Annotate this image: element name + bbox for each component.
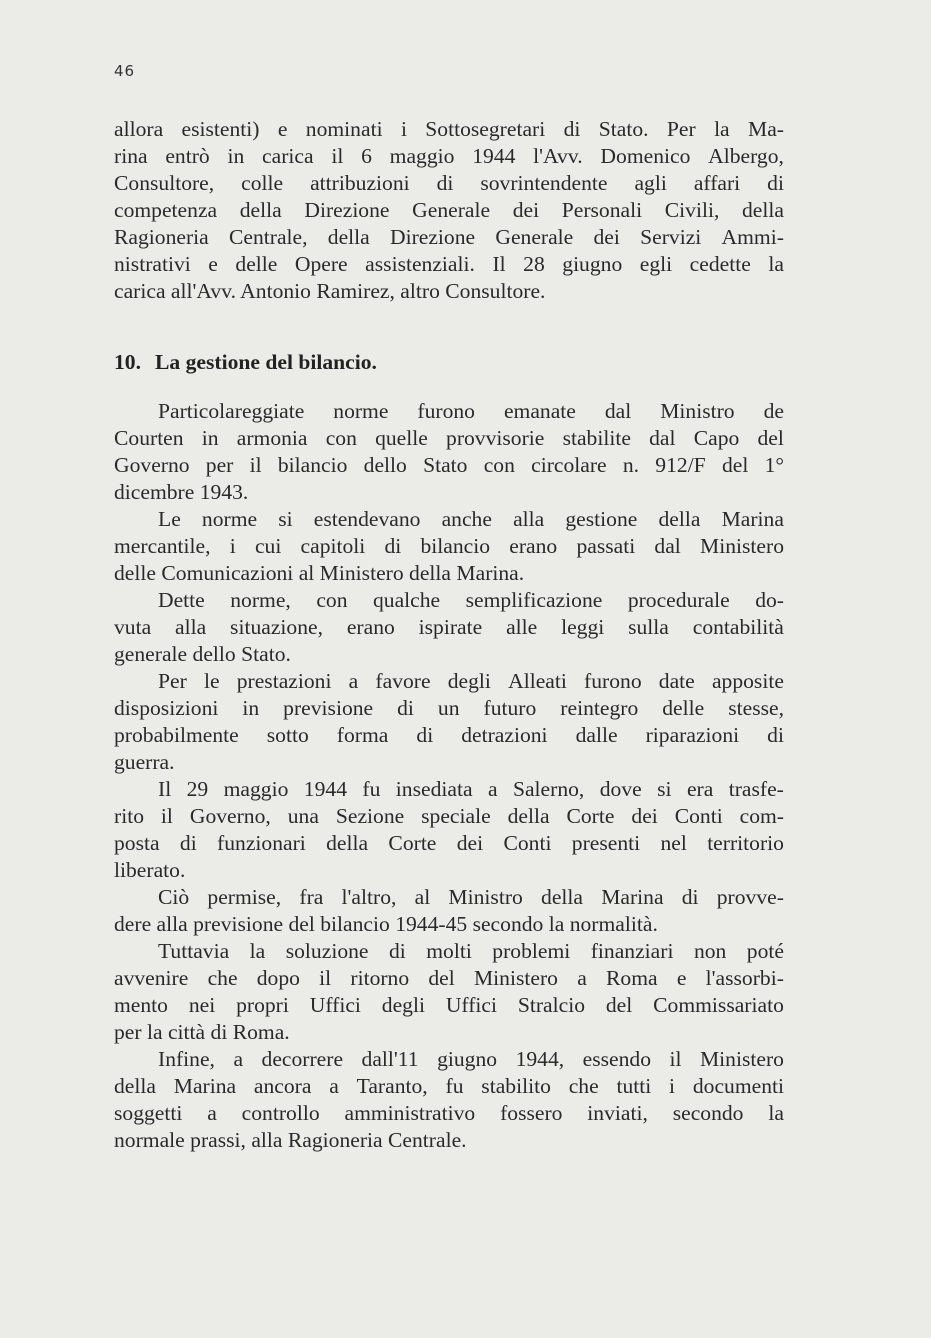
text-line: disposizioni in previsione di un futuro reintegro delle stesse, — [114, 696, 784, 720]
text-line: soggetti a controllo amministrativo fossero inviati, secondo la — [114, 1101, 784, 1125]
text-line: Courten in armonia con quelle provvisorie stabilite dal Capo del — [114, 426, 784, 450]
text-line: guerra. — [114, 750, 175, 774]
text-line: dere alla previsione del bilancio 1944-45 secondo la normalità. — [114, 912, 658, 936]
text-line: allora esistenti) e nominati i Sottosegretari di Stato. Per la Ma- — [114, 117, 784, 141]
text-line: rina entrò in carica il 6 maggio 1944 l'Avv. Domenico Albergo, — [114, 144, 784, 168]
text-line: mento nei propri Uffici degli Uffici Stralcio del Commissariato — [114, 993, 784, 1017]
text-line: Governo per il bilancio dello Stato con circolare n. 912/F del 1° — [114, 453, 784, 477]
text-line: nistrativi e delle Opere assistenziali. Il 28 giugno egli cedette la — [114, 252, 784, 276]
text-line: competenza della Direzione Generale dei Personali Civili, della — [114, 198, 784, 222]
text-line: carica all'Avv. Antonio Ramirez, altro Consultore. — [114, 279, 546, 303]
text-line: Le norme si estendevano anche alla gestione della Marina — [158, 507, 784, 531]
text-line: generale dello Stato. — [114, 642, 291, 666]
section-heading — [114, 350, 377, 375]
paragraph — [114, 587, 784, 668]
paragraph — [114, 398, 784, 506]
text-line: per la città di Roma. — [114, 1020, 290, 1044]
paragraph — [114, 884, 784, 938]
text-line: Consultore, colle attribuzioni di sovrintendente agli affari di — [114, 171, 784, 195]
text-line: Il 29 maggio 1944 fu insediata a Salerno, dove si era trasfe- — [158, 777, 784, 801]
paragraph — [114, 668, 784, 776]
section-number: 10. — [114, 350, 141, 374]
text-line: avvenire che dopo il ritorno del Ministero a Roma e l'assorbi- — [114, 966, 784, 990]
text-line: posta di funzionari della Corte dei Conti presenti nel territorio — [114, 831, 784, 855]
text-line: Ragioneria Centrale, della Direzione Generale dei Servizi Ammi- — [114, 225, 784, 249]
paragraph — [114, 1046, 784, 1154]
text-line: rito il Governo, una Sezione speciale della Corte dei Conti com- — [114, 804, 784, 828]
section-body — [114, 398, 784, 1154]
section-title: La gestione del bilancio. — [155, 350, 377, 374]
text-line: vuta alla situazione, erano ispirate alle leggi sulla contabilità — [114, 615, 784, 639]
text-line: Ciò permise, fra l'altro, al Ministro della Marina di provve- — [158, 885, 784, 909]
text-line: Per le prestazioni a favore degli Alleati furono date apposite — [158, 669, 784, 693]
paragraph — [114, 776, 784, 884]
text-line: delle Comunicazioni al Ministero della Marina. — [114, 561, 525, 585]
text-line: normale prassi, alla Ragioneria Centrale. — [114, 1128, 467, 1152]
text-line: liberato. — [114, 858, 186, 882]
text-line: Infine, a decorrere dall'11 giugno 1944, essendo il Ministero — [158, 1047, 784, 1071]
intro-paragraph — [114, 116, 784, 305]
text-line: mercantile, i cui capitoli di bilancio erano passati dal Ministero — [114, 534, 784, 558]
paragraph — [114, 506, 784, 587]
text-line: Dette norme, con qualche semplificazione procedurale do- — [158, 588, 784, 612]
text-line: probabilmente sotto forma di detrazioni dalle riparazioni di — [114, 723, 784, 747]
text-line: della Marina ancora a Taranto, fu stabilito che tutti i documenti — [114, 1074, 784, 1098]
page-number: 46 — [114, 62, 136, 80]
text-line: dicembre 1943. — [114, 480, 249, 504]
text-line: Particolareggiate norme furono emanate dal Ministro de — [158, 399, 784, 423]
text-line: Tuttavia la soluzione di molti problemi finanziari non poté — [158, 939, 784, 963]
paragraph — [114, 938, 784, 1046]
